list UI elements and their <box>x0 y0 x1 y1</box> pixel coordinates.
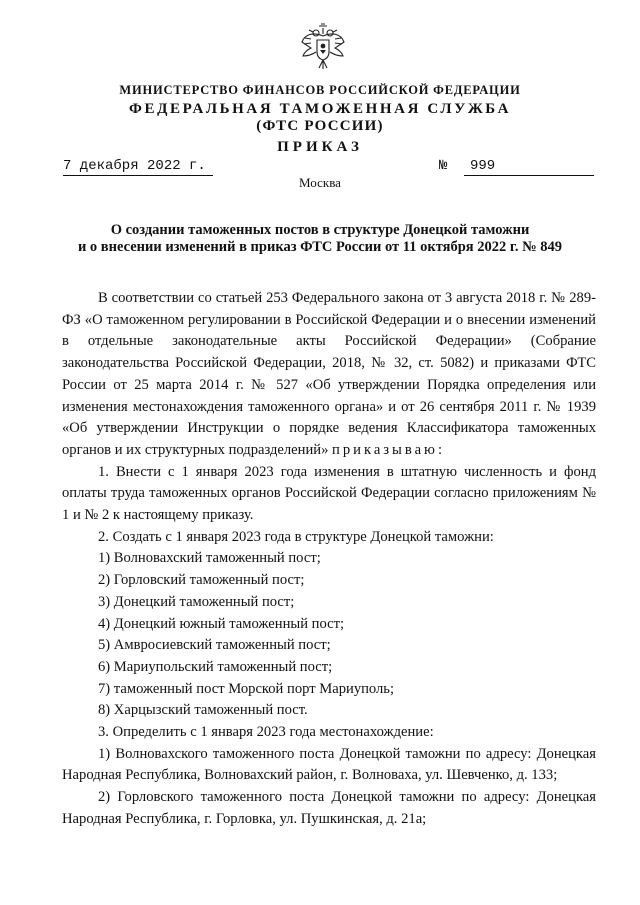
order-date: 7 декабря 2022 г. <box>63 158 213 176</box>
service-title: ФЕДЕРАЛЬНАЯ ТАМОЖЕННАЯ СЛУЖБА <box>128 101 512 117</box>
preamble-text: В соответствии со статьей 253 Федерального закона от 3 августа 2018 г. № 289-ФЗ «О таможенном регулировании в Российской Федерации и о внесении изменений в отдельные законодательные акты Российской Федерации» (Собрание законодательства Российской Федерации, 2018, № 32, ст. 5082) и приказами ФТС России от 25 марта 2014 г. № 527 «Об утверждении Порядка определения или изменения местонахождения таможенного органа» и от 26 сентября 2011 г. № 1939 «Об утверждении Инструкции о порядке ведения Классификатора таможенных органов и их структурных подразделений» <box>62 290 596 458</box>
clause-1: 1. Внести с 1 января 2023 года изменения в штатную численность и фонд оплаты труда таможенных органов Российской Федерации согласно приложениям № 1 и № 2 к настоящему приказу. <box>62 463 596 524</box>
number-sign: № <box>439 158 448 174</box>
subject-line-1: О создании таможенных постов в структуре Донецкой таможни <box>110 222 530 238</box>
post-item: 4) Донецкий южный таможенный пост; <box>98 615 345 632</box>
double-headed-eagle-emblem-icon <box>299 22 347 72</box>
post-item: 6) Мариупольский таможенный пост; <box>98 658 333 675</box>
clause-2: 2. Создать с 1 января 2023 года в структуре Донецкой таможни: <box>98 528 494 545</box>
post-item: 1) Волновахский таможенный пост; <box>98 550 321 567</box>
post-item: 7) таможенный пост Морской порт Мариуполь; <box>98 680 395 697</box>
post-item: 5) Амвросиевский таможенный пост; <box>98 637 331 654</box>
order-word: приказываю: <box>332 441 445 458</box>
preamble-paragraph <box>62 288 596 462</box>
service-abbreviation: (ФТС РОССИИ) <box>256 118 384 134</box>
ministry-title: МИНИСТЕРСТВО ФИНАНСОВ РОССИЙСКОЙ ФЕДЕРАЦИИ <box>119 83 521 97</box>
post-item: 8) Харцызский таможенный пост. <box>98 702 308 719</box>
order-body <box>62 288 596 831</box>
clause-3: 3. Определить с 1 января 2023 года местонахождение: <box>98 724 434 741</box>
location-item-2: 2) Горловского таможенного поста Донецкой таможни по адресу: Донецкая Народная Республика, г. Горловка, ул. Пушкинская, д. 21а; <box>62 789 596 827</box>
location-item-1: 1) Волновахского таможенного поста Донецкой таможни по адресу: Донецкая Народная Республика, Волновахский район, г. Волноваха, ул. Шевченко, д. 133; <box>62 745 596 784</box>
document-type: ПРИКАЗ <box>277 139 363 155</box>
order-number: 999 <box>464 158 594 176</box>
subject-line-2: и о внесении изменений в приказ ФТС России от 11 октября 2022 г. № 849 <box>77 239 563 255</box>
post-item: 3) Донецкий таможенный пост; <box>98 593 295 610</box>
city: Москва <box>299 175 341 190</box>
post-item: 2) Горловский таможенный пост; <box>98 572 305 589</box>
